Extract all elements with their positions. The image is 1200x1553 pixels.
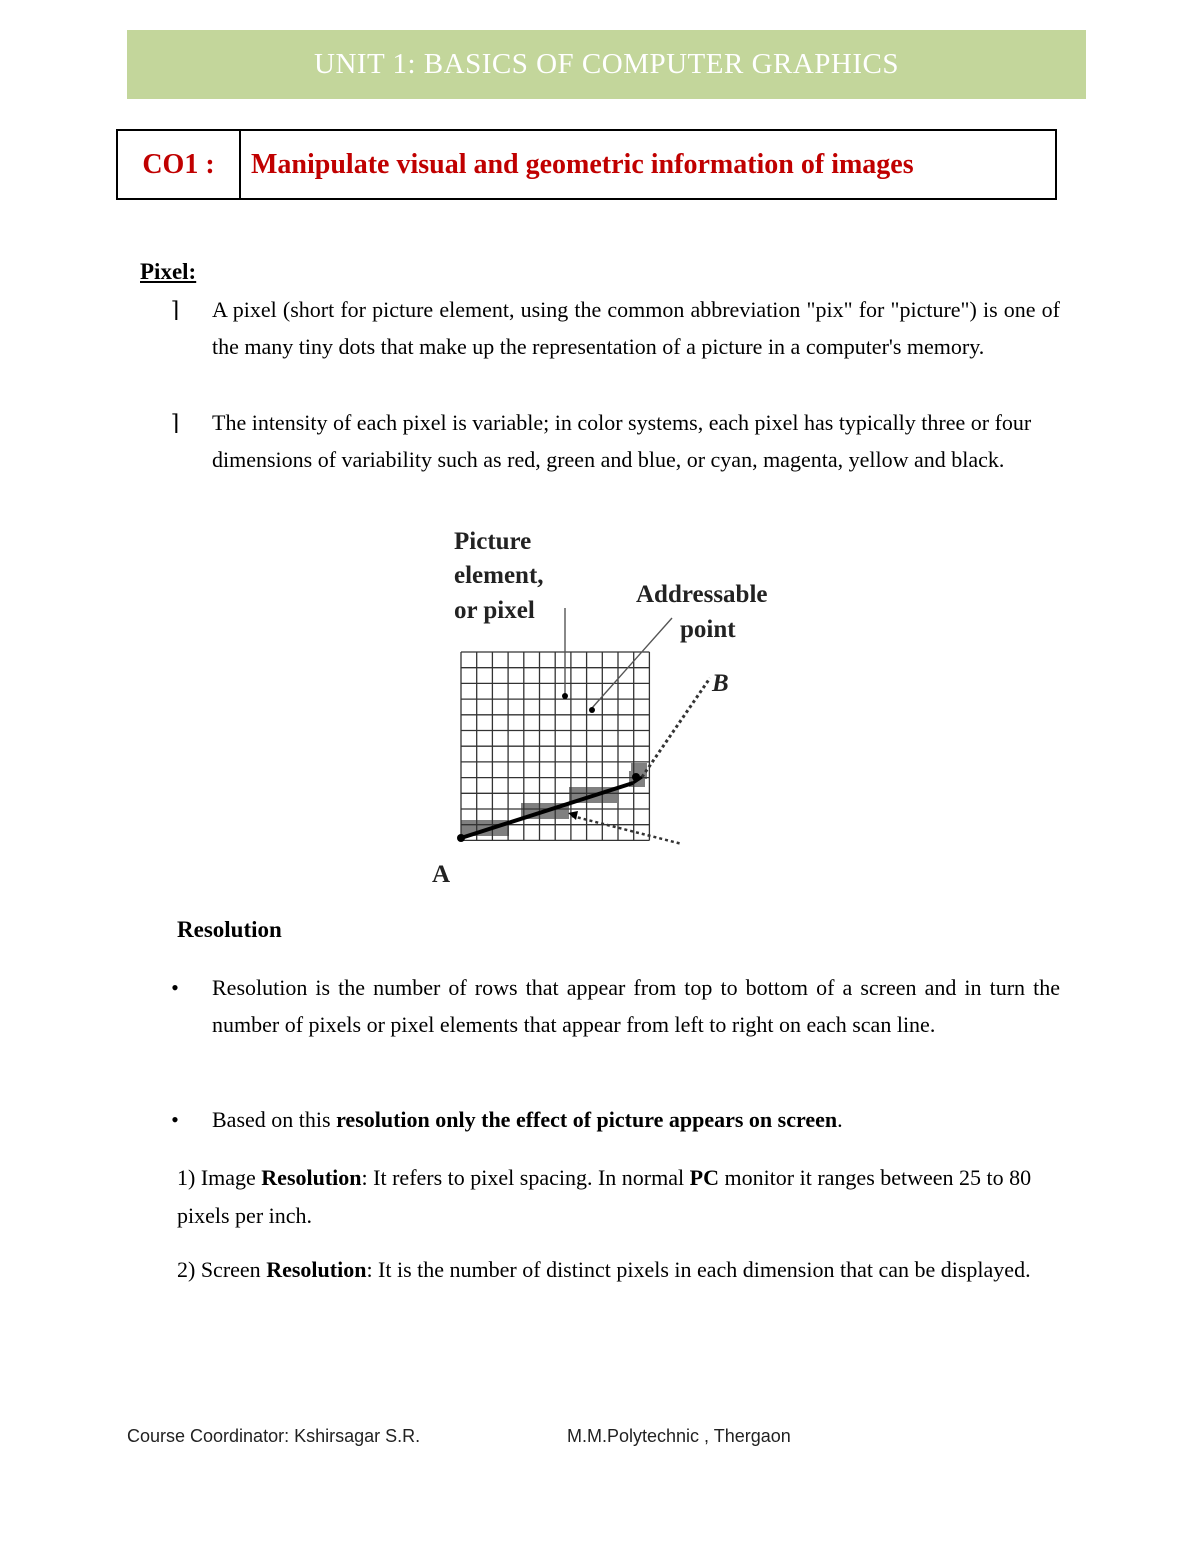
bullet-marker: •	[171, 1107, 179, 1132]
resolution-heading: Resolution	[177, 917, 282, 942]
figure-label-picture-line1: Picture	[454, 528, 532, 555]
figure-label-picture-line3: or pixel	[454, 597, 535, 624]
figure-label-addressable-line1: Addressable	[636, 581, 768, 608]
unit-title: UNIT 1: BASICS OF COMPUTER GRAPHICS	[314, 48, 899, 80]
bullet-marker: •	[171, 975, 179, 1000]
item1-number: 1) Image	[177, 1165, 262, 1190]
screen-resolution-item	[177, 1251, 1057, 1289]
co-label: CO1 :	[118, 131, 241, 198]
bullet-marker: ⌉	[170, 297, 180, 322]
pixel-bullet-2	[150, 404, 1060, 478]
bullet2-suffix: .	[837, 1107, 843, 1132]
footer-institute: M.M.Polytechnic , Thergaon	[567, 1426, 791, 1446]
dotted-line-to-b	[642, 678, 710, 777]
addressable-point-dot	[589, 707, 595, 713]
item1-bold-pc: PC	[689, 1165, 719, 1190]
resolution-bullet-1-text: Resolution is the number of rows that appear from top to bottom of a screen and in turn the number of pixels or pixel elements that appear from left to right on each scan line.	[212, 975, 1060, 1037]
point-a-dot	[457, 834, 465, 842]
co-description: Manipulate visual and geometric information of images	[251, 148, 914, 180]
unit-title-banner	[127, 30, 1086, 99]
pixel-dot	[562, 693, 568, 699]
bullet-marker: ⌉	[170, 410, 180, 435]
figure-label-b: B	[712, 670, 729, 697]
resolution-bullet-1	[150, 969, 1060, 1043]
pixel-grid	[461, 652, 649, 840]
item1-rest: monitor it ranges between 25 to 80 pixels per inch.	[177, 1165, 1032, 1228]
figure-label-picture-line2: element,	[454, 562, 544, 589]
line-a-to-point	[461, 783, 633, 838]
figure-label-addressable-line2: point	[680, 616, 736, 643]
addressable-point-leader	[592, 618, 672, 708]
pixel-bullet-2-text: The intensity of each pixel is variable; in color systems, each pixel has typically three or four dimensions of variability such as red, green and blue, or cyan, magenta, yellow and black.	[212, 410, 1032, 472]
resolution-bullet-2	[150, 1101, 1060, 1138]
item2-number: 2) Screen	[177, 1257, 267, 1282]
item2-rest: : It is the number of distinct pixels in each dimension that can be displayed.	[366, 1257, 1031, 1282]
footer-coordinator: Course Coordinator: Kshirsagar S.R.	[127, 1426, 421, 1446]
image-resolution-item	[177, 1159, 1057, 1235]
pixel-bullet-1-text: A pixel (short for picture element, using the common abbreviation "pix" for "picture") is one of the many tiny dots that make up the representation of a picture in a computer's memory.	[212, 297, 1060, 359]
point-end-dot	[632, 773, 640, 781]
course-outcome-box	[116, 129, 1057, 200]
bullet2-bold: resolution only the effect of picture appears on screen	[336, 1107, 838, 1132]
item1-bold: Resolution	[261, 1165, 362, 1190]
item2-bold: Resolution	[266, 1257, 367, 1282]
resolution-bullet-2-text	[212, 1101, 1060, 1138]
bullet2-prefix: Based on this	[212, 1107, 337, 1132]
pixel-heading: Pixel:	[140, 259, 197, 284]
pixel-grid-figure	[420, 522, 800, 892]
figure-label-a: A	[432, 861, 451, 888]
arrow-head	[568, 811, 578, 820]
pixel-bullet-1	[150, 291, 1060, 365]
item1-mid: : It refers to pixel spacing. In normal	[361, 1165, 690, 1190]
